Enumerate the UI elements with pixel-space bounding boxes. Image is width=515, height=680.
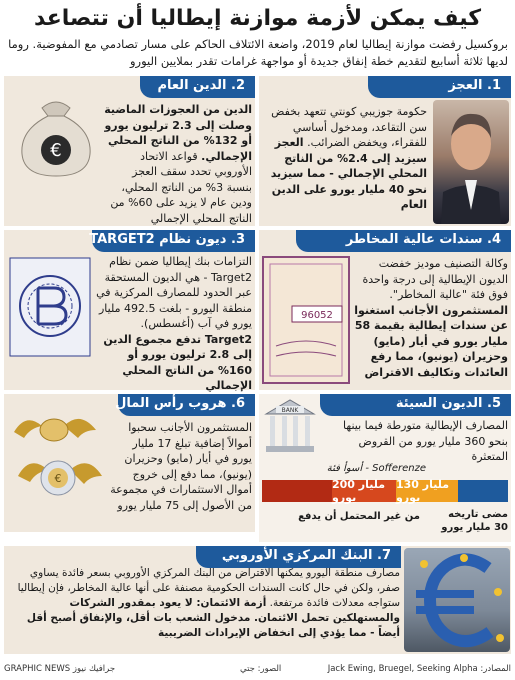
svg-text:96052: 96052 bbox=[301, 310, 333, 321]
euro-sculpture-photo bbox=[404, 548, 510, 652]
unlikely-to-pay-label: من غير المحتمل أن يدفع bbox=[298, 511, 420, 522]
footer-sources: المصادر: Jack Ewing, Bruegel, Seeking Alpha bbox=[327, 664, 511, 674]
section-public-debt-text: الدين من العجوزات الماضية وصلت إلى 2.3 ترليون يورو أو 132% من الناتج المحلي الإجمالي. قواعد الاتحاد الأوروبي تحدد سقف العجز بنسبة 3% من الناتج المحلي، ودين عام لا يزيد على 60% من الناتج المحلي الإجمالي bbox=[104, 103, 252, 225]
section-bonds-text: وكالة التصنيف موديز خفضت الديون الإيطالية إلى درجة واحدة فوق فئة "عالية المخاطر". المستثمرون الأجانب استغنوا عن سندات إيطالية بقيمة 58 مليار يورو في أيار (مايو) وحزيران (يونيو)، مما رفع العائدات وتكاليف الاقتراض bbox=[354, 257, 508, 379]
bad-debt-bar-left bbox=[262, 480, 332, 502]
svg-text:BANK: BANK bbox=[281, 407, 299, 414]
sofferenze-label: Sofferenze - أسوأ فئة bbox=[326, 463, 426, 474]
money-bag-icon bbox=[12, 90, 100, 180]
bad-debt-bar-130: 130 مليار يورو bbox=[396, 480, 458, 502]
bond-certificate-image bbox=[262, 256, 350, 384]
section-public-debt-heading: 2. الدين العام bbox=[140, 76, 255, 98]
intro-text: بروكسيل رفضت موازنة إيطاليا لعام 2019، واضعة الائتلاف الحاكم على مسار تصادمي مع المفوضية. روما لديها ثلاثة أسابيع لتقديم خطة إنفاق جديدة أو مواجهة غرامات تقدر بملايين اليورو bbox=[8, 37, 508, 68]
section-deficit-text: حكومة جوزيبي كونتي تتعهد بخفض سن التقاعد، ومدخول أساسي للفقراء، ويخفض الضرائب. العجز سيزيد إلى 2.4% من الناتج المحلي الإجمالي - مما سيزيد نحو 40 مليار يورو على الدين العام bbox=[270, 105, 427, 211]
banca-italia-emblem-icon bbox=[8, 252, 92, 362]
euro-sign-illustration bbox=[404, 548, 510, 652]
flying-coins-icon bbox=[8, 404, 108, 508]
past-due-label: مضى تاريخه 30 مليار يورو bbox=[441, 509, 508, 533]
footer-photos-credit: الصور: جتي bbox=[240, 664, 282, 674]
bad-debt-bar-200: 200 مليار يورو bbox=[332, 480, 396, 502]
svg-text:€: € bbox=[54, 472, 62, 485]
conte-photo bbox=[433, 100, 509, 224]
section-capital-flight-text: المستثمرون الأجانب سحبوا أموالاً إضافية تبلغ 17 مليار يورو في أيار (مايو) وحزيران (يونيو)، مما دفع إلى خروج أموال الاستثمارات في مجموعة من الأصول إلى 75 مليار يورو bbox=[110, 421, 252, 512]
bad-debt-bar-30 bbox=[458, 480, 508, 502]
footer-brand: GRAPHIC NEWS جرافيك نيوز bbox=[4, 664, 116, 674]
svg-text:€: € bbox=[50, 140, 62, 161]
section-bonds-heading: 4. سندات عالية المخاطر bbox=[296, 230, 511, 252]
section-target2-text: التزامات بنك إيطاليا ضمن نظام Target2 - هي الديون المستحقة عبر الحدود للمصارف المركزية في منطقة اليورو - بلغت 492.5 مليار يورو في آب (أغسطس). Target2 تدفع مجموع الدين إلى 2.8 ترليون يورو أو 160% من الناتج المحلي الإجمالي bbox=[96, 255, 252, 392]
section-target2-heading: 3. ديون نظام TARGET2 bbox=[92, 230, 255, 252]
page-title: كيف يمكن لأزمة موازنة إيطاليا أن تتصاعد bbox=[34, 6, 481, 31]
footer bbox=[0, 660, 515, 680]
section-bad-debts-heading: 5. الديون السيئة bbox=[320, 394, 511, 416]
section-bad-debts-text: المصارف الإيطالية متورطة فيما بينها بنحو 360 مليار يورو من القروض المتعثرة bbox=[343, 419, 508, 463]
section-capital-flight-heading: 6. هروب رأس المال bbox=[118, 394, 255, 416]
section-deficit-heading: 1. العجز bbox=[368, 76, 511, 98]
section-ecb-heading: 7. البنك المركزي الأوروبي bbox=[196, 546, 401, 568]
portrait-illustration bbox=[433, 100, 509, 224]
section-ecb-text: مصارف منطقة اليورو يمكنها الاقتراض من البنك المركزي الأوروبي بسعر فائدة يساوي صفر، ولكن في حال كانت السندات الحكومية مصنفة على أنها عالية المخاطر، فإن إيطاليا ستواجه معدلات فائدة مرتفعة. أزمة الائتمان: لا يعود بمقدور الشركات والمستهلكين تحمل الائتمان. مدخول الشعب بات أقل، والإنفاق أصبح أقل أيضاً - مما يؤدي إلى انخفاض الإيرادات الضريبية bbox=[17, 567, 400, 639]
bank-building-icon bbox=[262, 396, 318, 456]
